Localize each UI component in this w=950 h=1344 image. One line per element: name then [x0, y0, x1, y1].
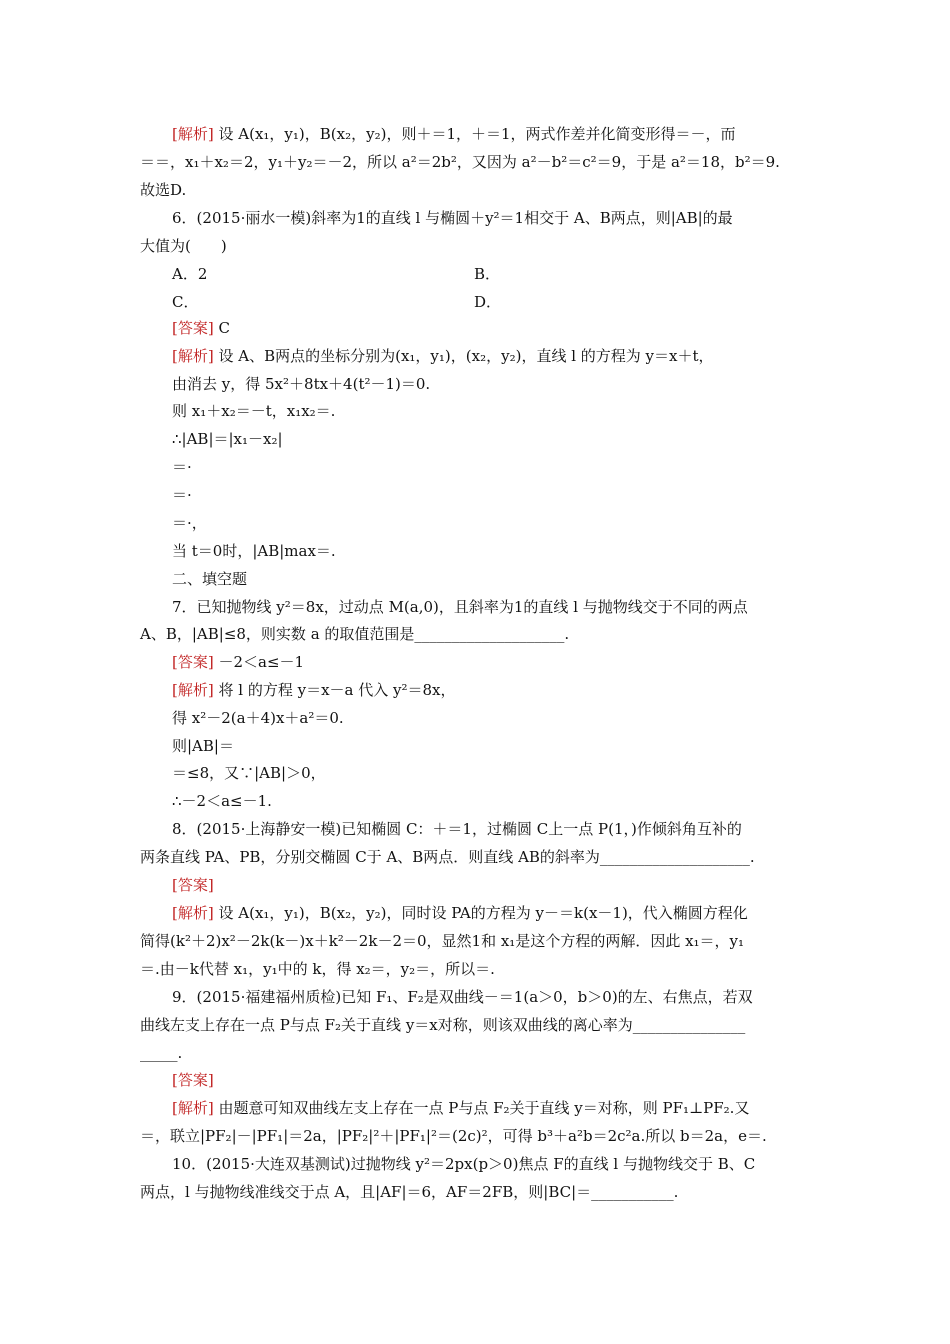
answer-option-optA: A．2: [172, 265, 208, 283]
line-text: ＝.由－k代替 x₁，y₁中的 k，得 x₂＝，y₂＝，所以＝.: [140, 960, 495, 978]
line-text: 10．(2015·大连双基测试)过抛物线 y²＝2px(p＞0)焦点 F的直线 l 与抛物线交于 B、C: [172, 1155, 756, 1173]
line-text: _____.: [140, 1044, 183, 1062]
line-text: ∴－2＜a≤－1.: [172, 792, 272, 810]
section-tag: [解析]: [172, 347, 214, 365]
line-text: 简得(k²＋2)x²－2k(k－)x＋k²－2k－2＝0，显然1和 x₁是这个方程的两解．因此 x₁＝，y₁: [140, 932, 745, 950]
text-line-l07: [172, 346, 714, 370]
text-line-l08: [172, 374, 430, 398]
text-line-l32: [140, 1043, 182, 1067]
line-text: 曲线左支上存在一点 P与点 F₂关于直线 y＝x对称，则该双曲线的离心率为_______________: [140, 1016, 746, 1034]
section-tag: [解析]: [172, 681, 214, 699]
text-line-l20: [172, 708, 344, 732]
text-line-l28: [140, 931, 744, 955]
line-text: 两条直线 PA、PB，分别交椭圆 C于 A、B两点．则直线 AB的斜率为____________________.: [140, 848, 755, 866]
line-text: 由消去 y，得 5x²＋8tx＋4(t²－1)＝0.: [172, 375, 431, 393]
section-tag: [解析]: [172, 125, 214, 143]
line-text: 得 x²－2(a＋4)x＋a²＝0.: [172, 709, 344, 727]
line-text: ＝≤8，又∵|AB|＞0，: [172, 764, 326, 782]
line-text: ＝·: [172, 458, 192, 476]
section-tag: [解析]: [172, 904, 214, 922]
section-tag: [解析]: [172, 1099, 214, 1117]
line-text: －2＜a≤－1: [213, 653, 305, 671]
line-text: ＝，联立|PF₂|－|PF₁|＝2a，|PF₂|²＋|PF₁|²＝(2c)²，可得 b³＋a²b＝2c²a.所以 b＝2a，e＝.: [140, 1127, 767, 1145]
line-text: 两点，l 与抛物线准线交于点 A，且|AF|＝6，AF＝2FB，则|BC|＝___________.: [140, 1183, 679, 1201]
line-text: 当 t＝0时，|AB|max＝.: [172, 542, 336, 560]
line-text: 则 x₁＋x₂＝－t，x₁x₂＝.: [172, 402, 336, 420]
line-text: 9．(2015·福建福州质检)已知 F₁、F₂是双曲线－＝1(a＞0，b＞0)的左、右焦点，若双: [172, 988, 753, 1006]
text-line-l09: [172, 401, 335, 425]
text-line-l31: [140, 1015, 745, 1039]
line-text: ＝·: [172, 486, 192, 504]
text-line-l11: [172, 457, 192, 481]
text-line-l26: [172, 875, 214, 899]
section-tag: [答案]: [172, 319, 214, 337]
text-line-l10: [172, 429, 283, 453]
answer-option-optC: C．: [172, 293, 199, 311]
text-line-l04: [172, 208, 733, 232]
line-text: 大值为( ): [140, 237, 227, 255]
text-line-l36: [172, 1154, 755, 1178]
text-line-l15: [172, 569, 247, 593]
section-tag: [答案]: [172, 1071, 214, 1089]
line-text: 故选D.: [140, 181, 187, 199]
text-line-l23: [172, 791, 272, 815]
text-line-l16: [172, 597, 748, 621]
text-line-l02: [140, 152, 780, 176]
line-text: 则|AB|＝: [172, 737, 234, 755]
text-line-l05: [140, 236, 227, 260]
answer-option-optB: B．: [474, 265, 501, 283]
text-line-l12: [172, 485, 192, 509]
text-line-l37: [140, 1182, 678, 1206]
text-line-l03: [140, 180, 186, 204]
text-line-l27: [172, 903, 748, 927]
answer-option-optD: D．: [474, 293, 502, 311]
text-line-l18: [172, 652, 304, 676]
line-text: A、B，|AB|≤8，则实数 a 的取值范围是____________________.: [140, 625, 570, 643]
text-line-l21: [172, 736, 234, 760]
text-line-l24: [172, 819, 742, 843]
text-line-l19: [172, 680, 456, 704]
line-text: 将 l 的方程 y＝x－a 代入 y²＝8x，: [213, 681, 456, 699]
line-text: 设 A(x₁，y₁)，B(x₂，y₂)，则＋＝1，＋＝1，两式作差并化简变形得＝－，而: [213, 125, 736, 143]
line-text: 8．(2015·上海静安一模)已知椭圆 C：＋＝1，过椭圆 C上一点 P(1，)作倾斜角互补的: [172, 820, 742, 838]
line-text: C: [213, 319, 230, 337]
text-line-l25: [140, 847, 755, 871]
line-text: ＝＝，x₁＋x₂＝2，y₁＋y₂＝－2，所以 a²＝2b²，又因为 a²－b²＝c²＝9，于是 a²＝18，b²＝9.: [140, 153, 780, 171]
text-line-l33: [172, 1070, 214, 1094]
section-tag: [答案]: [172, 653, 214, 671]
text-line-l35: [140, 1126, 767, 1150]
line-text: 二、填空题: [172, 570, 248, 588]
text-line-l06: [172, 318, 230, 342]
section-tag: [答案]: [172, 876, 214, 894]
text-line-l29: [140, 959, 495, 983]
line-text: 设 A、B两点的坐标分别为(x₁，y₁)，(x₂，y₂)，直线 l 的方程为 y＝x＋t，: [213, 347, 714, 365]
line-text: 由题意可知双曲线左支上存在一点 P与点 F₂关于直线 y＝对称，则 PF₁⊥PF₂.又: [213, 1099, 750, 1117]
line-text: 6．(2015·丽水一模)斜率为1的直线 l 与椭圆＋y²＝1相交于 A、B两点，则|AB|的最: [172, 209, 733, 227]
text-line-l17: [140, 624, 569, 648]
line-text: ＝·，: [172, 514, 207, 532]
line-text: ∴|AB|＝|x₁－x₂|: [172, 430, 283, 448]
text-line-l14: [172, 541, 336, 565]
text-line-l01: [172, 124, 736, 148]
line-text: 7．已知抛物线 y²＝8x，过动点 M(a,0)，且斜率为1的直线 l 与抛物线交于不同的两点: [172, 598, 748, 616]
text-line-l22: [172, 763, 326, 787]
text-line-l13: [172, 513, 207, 537]
line-text: 设 A(x₁，y₁)，B(x₂，y₂)，同时设 PA的方程为 y－＝k(x－1)，代入椭圆方程化: [213, 904, 748, 922]
text-line-l30: [172, 987, 753, 1011]
text-line-l34: [172, 1098, 749, 1122]
